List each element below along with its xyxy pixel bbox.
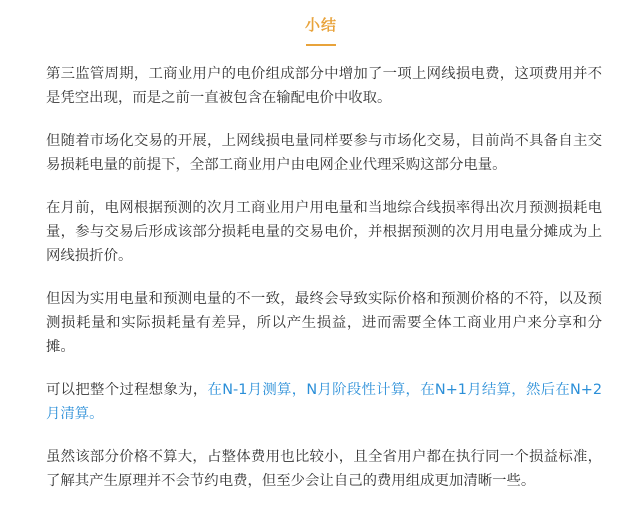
paragraph-closing: 虽然该部分价格不算大，占整体费用也比较小，且全省用户都在执行同一个损益标准，了解其产生原理并不会节约电费，但至少会让自己的费用组成更加清晰一些。 [46,449,602,489]
paragraph-1: 第三监管周期，工商业用户的电价组成部分中增加了一项上网线损电费，这项费用并不是凭空出现，而是之前一直被包含在输配电价中收取。 [46,66,602,106]
heading-underline [306,44,336,46]
summary-heading: 小结 [304,16,337,34]
article-body [46,62,602,512]
paragraph-3: 在月前，电网根据预测的次月工商业用户用电量和当地综合线损率得出次月预测损耗电量，参与交易后形成该部分损耗电量的交易电价，并根据预测的次月用电量分摊成为上网线损折价。 [46,200,602,264]
analogy-prefix: 可以把整个过程想象为， [46,382,208,398]
paragraph-analogy [46,378,602,426]
paragraph-4: 但因为实用电量和预测电量的不一致，最终会导致实际价格和预测价格的不符，以及预测损耗量和实际损耗量有差异，所以产生损益，进而需要全体工商业用户来分享和分摊。 [46,291,602,355]
analogy-highlight: 在N-1月测算，N月阶段性计算，在N+1月结算，然后在N+2月清算。 [46,382,602,422]
paragraph-2: 但随着市场化交易的开展，上网线损电量同样要参与市场化交易，目前尚不具备自主交易损耗电量的前提下，全部工商业用户由电网企业代理采购这部分电量。 [46,133,602,173]
summary-heading-block [0,14,642,46]
